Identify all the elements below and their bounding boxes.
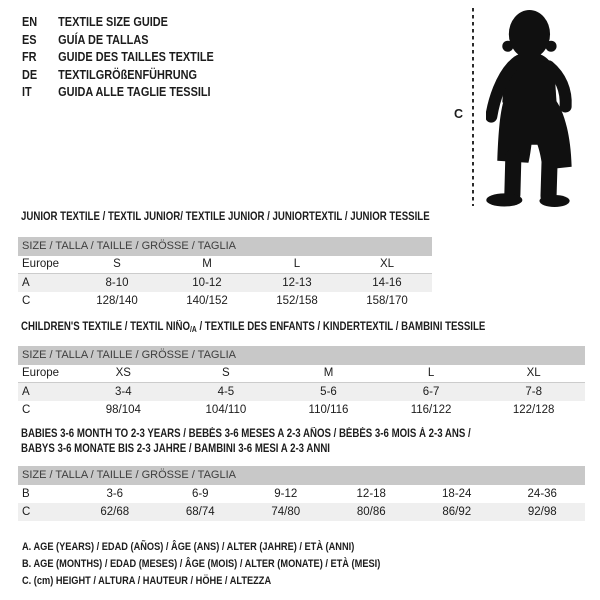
size-header-cell: S — [222, 367, 230, 379]
height-measure-dashed-line — [472, 8, 474, 206]
size-table-babies — [18, 485, 585, 521]
row-label-cell: A — [22, 277, 30, 289]
value-cell: 5-6 — [320, 386, 337, 398]
table-row — [18, 503, 585, 521]
row-label-cell: A — [22, 386, 30, 398]
value-cell: 3-4 — [114, 386, 132, 398]
value-cell: 116/122 — [410, 404, 452, 416]
value-cell: 18-24 — [442, 488, 472, 500]
table-row — [18, 292, 432, 310]
value-cell: 140/152 — [186, 295, 228, 307]
language-row-fr — [22, 48, 214, 66]
size-table-children — [18, 365, 585, 419]
value-cell: 92/98 — [527, 506, 557, 518]
footnote-list — [22, 539, 380, 590]
value-cell: 24-36 — [527, 488, 557, 500]
language-row-it — [22, 83, 214, 101]
section-title-children-sub: /A — [190, 325, 197, 334]
footnote-b: B. AGE (MONTHS) / EDAD (MESES) / ÂGE (MOIS) / ALTER (MONATE) / ETÀ (MESI) — [22, 558, 381, 570]
table-row — [18, 485, 585, 503]
language-code-it: IT — [22, 84, 32, 100]
value-cell: 14-16 — [372, 277, 402, 289]
row-label-cell: C — [22, 404, 31, 416]
value-cell: 98/104 — [105, 404, 141, 416]
section-title-junior: JUNIOR TEXTILE / TEXTIL JUNIOR/ TEXTILE JUNIOR / JUNIORTEXTIL / JUNIOR TESSILE — [21, 211, 430, 223]
size-table-junior — [18, 256, 432, 310]
language-title-it: GUIDA ALLE TAGLIE TESSILI — [58, 84, 211, 100]
table-row — [18, 401, 585, 419]
value-cell: 122/128 — [512, 404, 555, 416]
height-measure-label: C — [454, 107, 464, 121]
value-cell: 9-12 — [274, 488, 298, 500]
value-cell: 6-9 — [191, 488, 209, 500]
region-header-cell: Europe — [22, 367, 60, 379]
language-code-es: ES — [22, 31, 37, 47]
size-header-cell: L — [293, 258, 301, 270]
value-cell: 10-12 — [192, 277, 222, 289]
value-cell: 6-7 — [422, 386, 440, 398]
value-cell: 3-6 — [106, 488, 124, 500]
value-cell: 80/86 — [356, 506, 386, 518]
footnote-c: C. (cm) HEIGHT / ALTURA / HAUTEUR / HÖHE / ALTEZZA — [22, 575, 272, 587]
value-cell: 68/74 — [185, 506, 215, 518]
size-header-bar-children: SIZE / TALLA / TAILLE / GRÖSSE / TAGLIA — [18, 346, 585, 365]
language-title-de: TEXTILGRÖßENFÜHRUNG — [58, 66, 198, 82]
value-cell: 104/110 — [205, 404, 247, 416]
language-code-de: DE — [22, 66, 38, 82]
size-header-bar-junior: SIZE / TALLA / TAILLE / GRÖSSE / TAGLIA — [18, 237, 432, 256]
value-cell: 158/170 — [366, 295, 408, 307]
table-row — [18, 383, 585, 401]
language-title-es: GUÍA DE TALLAS — [58, 31, 149, 47]
section-title-children-post: / TEXTILE DES ENFANTS / KINDERTEXTIL / BAMBINI TESSILE — [196, 321, 486, 333]
language-title-en: TEXTILE SIZE GUIDE — [58, 14, 168, 29]
table-row — [18, 274, 432, 292]
section-title-children-pre: CHILDREN'S TEXTILE / TEXTIL NIÑO — [21, 321, 191, 333]
section-title-children — [21, 321, 485, 334]
table-row — [18, 256, 432, 274]
row-label-cell: B — [22, 488, 30, 500]
section-title-babies-line1: BABIES 3-6 MONTH TO 2-3 YEARS / BEBÉS 3-6 MESES A 2-3 AÑOS / BÉBÉS 3-6 MOIS À 2-3 ANS / — [21, 428, 471, 440]
value-cell: 74/80 — [271, 506, 301, 518]
language-title-fr: GUIDE DES TAILLES TEXTILE — [58, 49, 214, 65]
size-header-cell: M — [323, 367, 334, 379]
region-header-cell: Europe — [22, 258, 60, 270]
size-header-cell: L — [427, 367, 435, 379]
size-header-cell: S — [113, 258, 121, 270]
footnote-a: A. AGE (YEARS) / EDAD (AÑOS) / ÂGE (ANS) / ALTER (JAHRE) / ETÀ (ANNI) — [22, 541, 355, 553]
value-cell: 86/92 — [442, 506, 472, 518]
value-cell: 62/68 — [100, 506, 130, 518]
value-cell: 110/116 — [308, 404, 349, 416]
value-cell: 4-5 — [217, 386, 235, 398]
language-code-en: EN — [22, 14, 38, 29]
baby-silhouette-icon — [486, 2, 599, 207]
language-row-de — [22, 66, 214, 84]
size-header-bar-babies: SIZE / TALLA / TAILLE / GRÖSSE / TAGLIA — [18, 466, 585, 485]
language-title-list — [22, 13, 214, 101]
value-cell: 128/140 — [96, 295, 138, 307]
section-title-babies-line2: BABYS 3-6 MONATE BIS 2-3 JAHRE / BAMBINI 3-6 MESI A 2-3 ANNI — [21, 442, 330, 455]
table-row — [18, 365, 585, 383]
section-title-babies — [21, 427, 471, 456]
size-header-cell: M — [202, 258, 212, 270]
value-cell: 12-13 — [282, 277, 312, 289]
value-cell: 8-10 — [105, 277, 129, 289]
size-header-cell: XS — [115, 367, 131, 379]
size-header-cell: XL — [526, 367, 541, 379]
value-cell: 12-18 — [356, 488, 386, 500]
language-code-fr: FR — [22, 49, 37, 65]
size-header-cell: XL — [379, 258, 395, 270]
row-label-cell: C — [22, 506, 31, 518]
language-row-es — [22, 31, 214, 49]
value-cell: 152/158 — [276, 295, 318, 307]
value-cell: 7-8 — [525, 386, 542, 398]
row-label-cell: C — [22, 295, 31, 307]
language-row-en — [22, 13, 214, 31]
